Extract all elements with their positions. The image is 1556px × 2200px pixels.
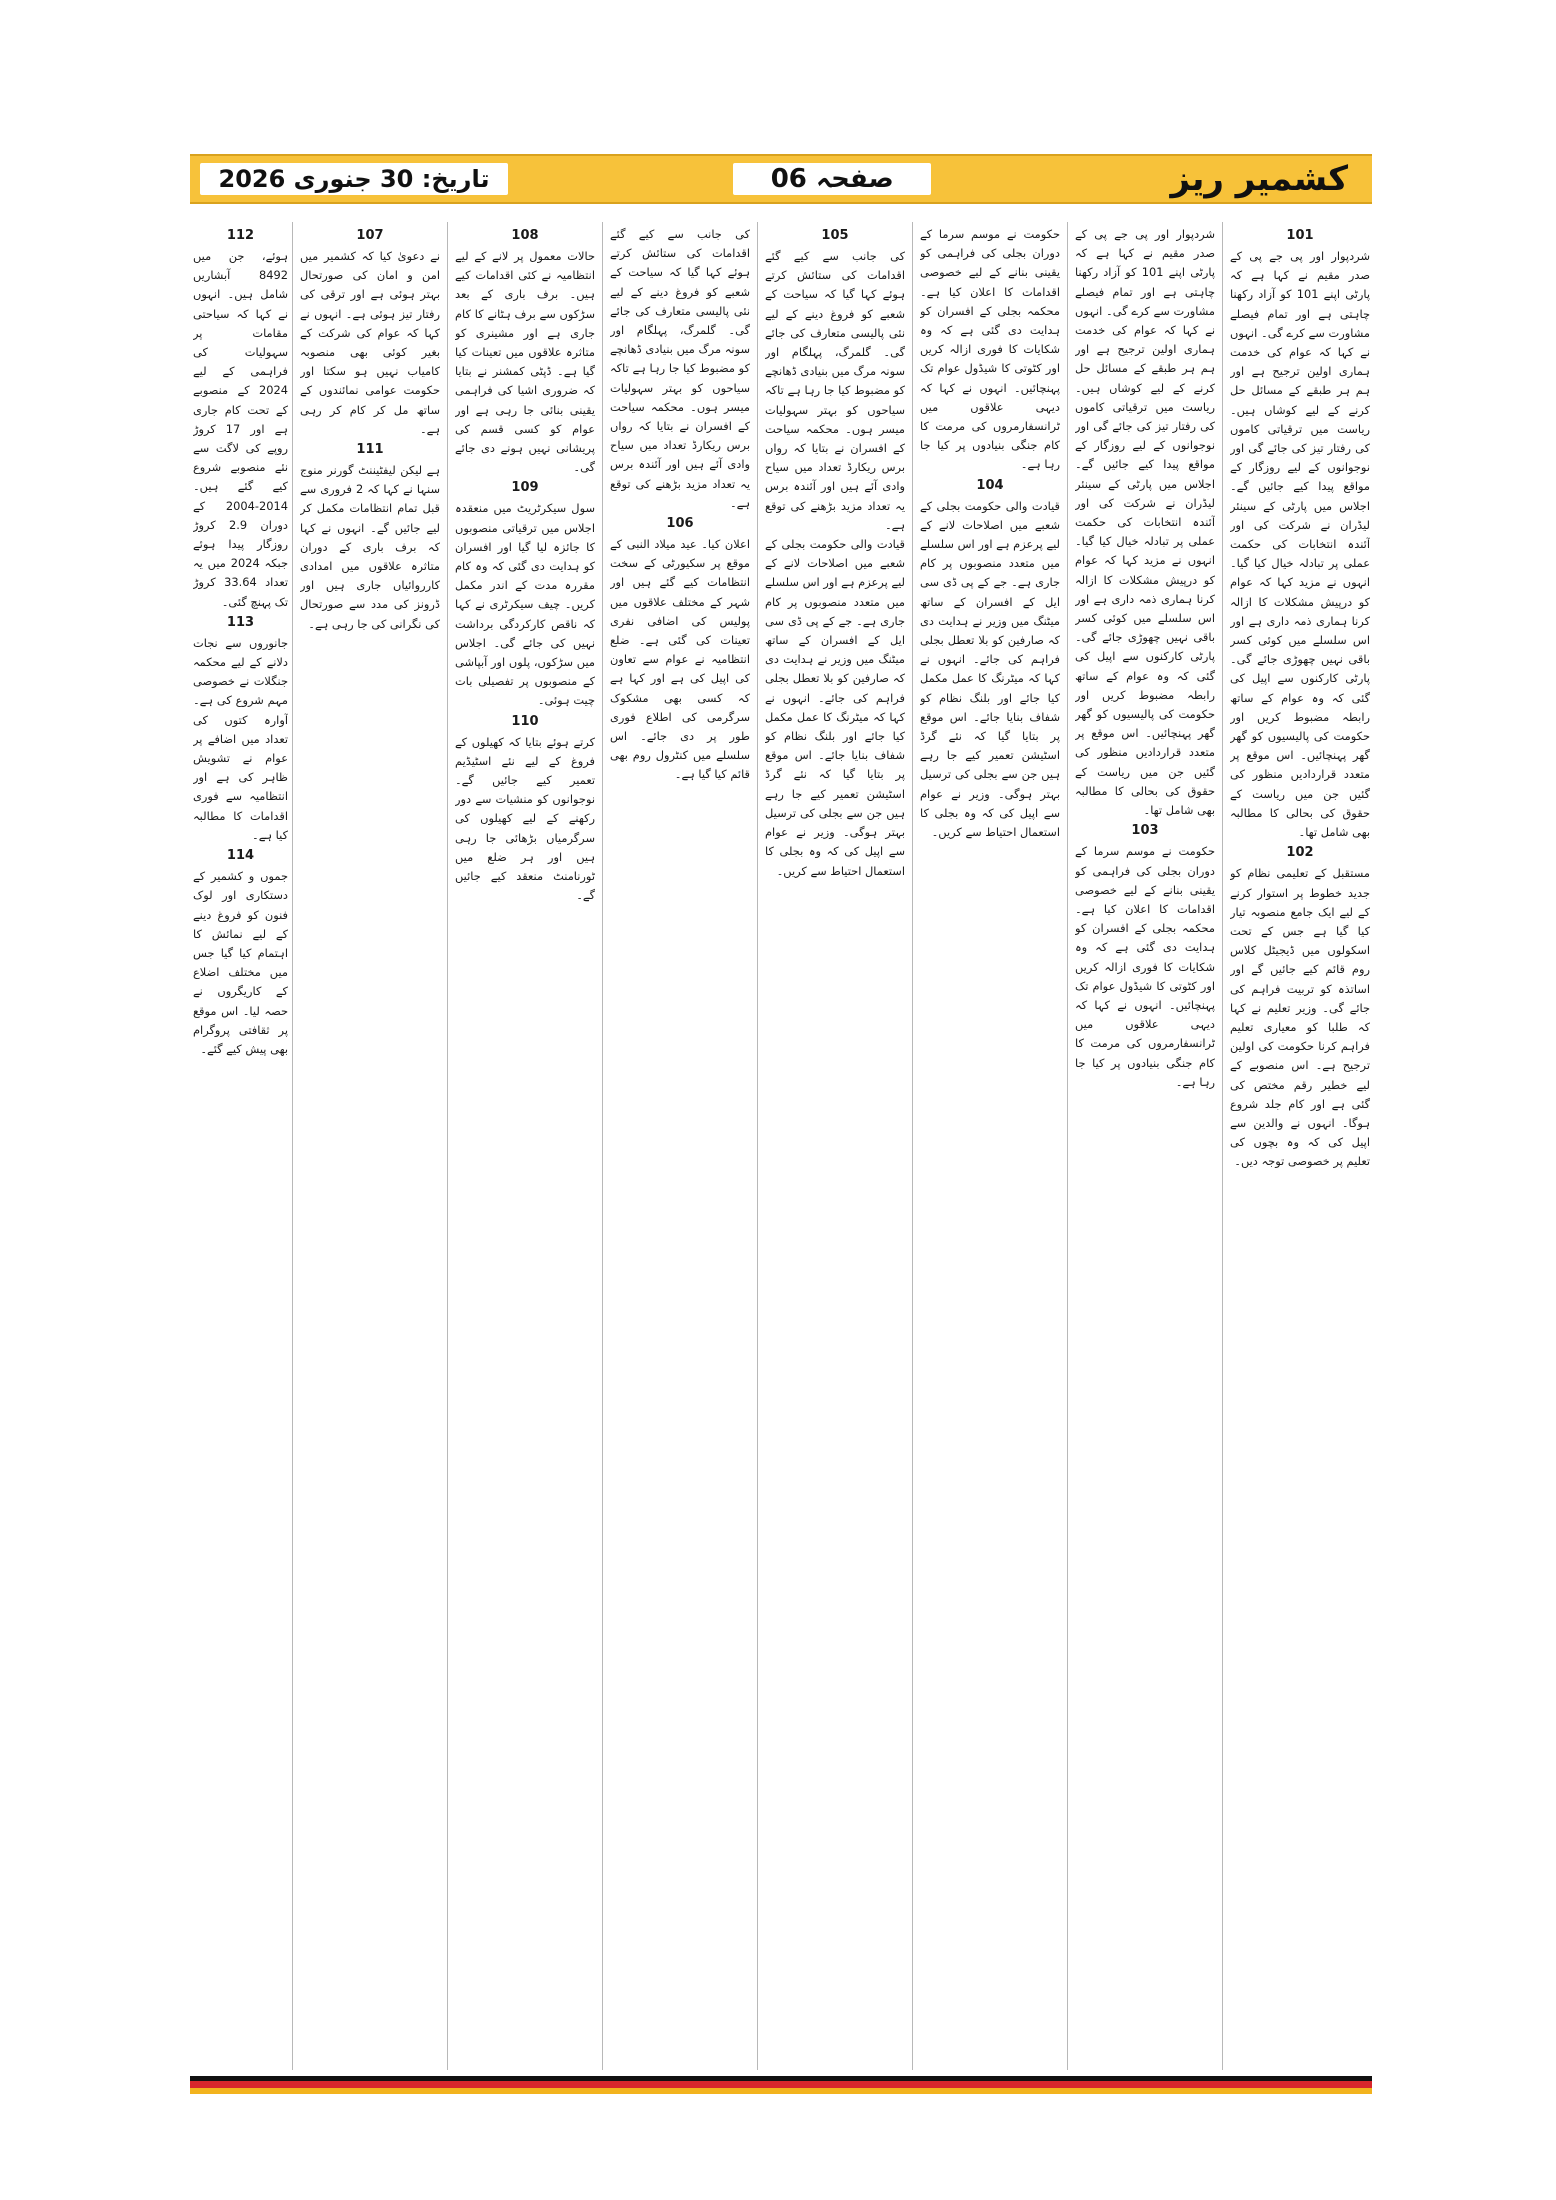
column-5 xyxy=(610,225,750,2070)
article-body: کی جانب سے کیے گئے اقدامات کی ستائش کرتے ہوئے کہا گیا کہ سیاحت کے شعبے کو فروغ دینے کے لیے نئی پالیسی متعارف کی جائے گی۔ گلمرگ، پہلگام اور سونہ مرگ میں بنیادی ڈھانچے کو مضبوط کیا جا رہا ہے تاکہ سیاحوں کو بہتر سہولیات میسر ہوں۔ محکمہ سیاحت کے افسران نے بتایا کہ رواں برس ریکارڈ تعداد میں سیاح وادی آئے ہیں اور آئندہ برس یہ تعداد مزید بڑھنے کی توقع ہے۔ xyxy=(610,227,750,510)
article-body: قیادت والی حکومت بجلی کے شعبے میں اصلاحات لانے کے لیے پرعزم ہے اور اس سلسلے میں متعدد منصوبوں پر کام جاری ہے۔ جے کے پی ڈی سی ایل کے افسران کے ساتھ میٹنگ میں وزیر نے ہدایت دی کہ صارفین کو بلا تعطل بجلی فراہم کی جائے۔ انہوں نے کہا کہ میٹرنگ کا عمل مکمل کیا جائے اور بلنگ نظام کو شفاف بنایا جائے۔ اس موقع پر بتایا گیا کہ نئے گرڈ اسٹیشن تعمیر کیے جا رہے ہیں جن سے بجلی کی ترسیل بہتر ہوگی۔ وزیر نے عوام سے اپیل کی کہ وہ بجلی کا استعمال احتیاط سے کریں۔ xyxy=(920,498,1060,840)
article-body: اعلان کیا۔ عید میلاد النبی کے موقع پر سکیورٹی کے سخت انتظامات کیے گئے ہیں اور شہر کے مختلف علاقوں میں پولیس کی اضافی نفری تعینات کی گئی ہے۔ ضلع انتظامیہ نے عوام سے تعاون کی اپیل کی ہے اور کہا ہے کہ کسی بھی مشکوک سرگرمی کی اطلاع فوری طور پر دی جائے۔ اس سلسلے میں کنٹرول روم بھی قائم کیا گیا ہے۔ xyxy=(610,537,750,782)
column-8 xyxy=(193,225,288,2070)
issue-date: تاریخ: 30 جنوری 2026 xyxy=(200,163,508,195)
article-number: 110 xyxy=(511,713,539,729)
article-body: کرتے ہوئے بتایا کہ کھیلوں کے فروغ کے لیے نئے اسٹیڈیم تعمیر کیے جائیں گے۔ نوجوانوں کو منشیات سے دور رکھنے کے لیے کھیلوں کی سرگرمیاں بڑھائی جا رہی ہیں اور ہر ضلع میں ٹورنامنٹ منعقد کیے جائیں گے۔ xyxy=(455,734,595,903)
column-3 xyxy=(920,225,1060,2070)
column-rule xyxy=(1222,222,1223,2070)
column-7 xyxy=(300,225,440,2070)
column-1 xyxy=(1230,225,1370,2070)
article-number: 101 xyxy=(1286,228,1314,243)
article-body: شردپوار اور پی جے پی کے صدر مقیم نے کہا ہے کہ پارٹی اپنے 101 کو آزاد رکھنا چاہتی ہے اور تمام فیصلے مشاورت سے کرے گی۔ انہوں نے کہا کہ عوام کی خدمت ہماری اولین ترجیح ہے اور ہم ہر طبقے کے مسائل حل کرنے کے لیے کوشاں ہیں۔ ریاست میں ترقیاتی کاموں کی رفتار تیز کی جائے گی اور نوجوانوں کے لیے روزگار کے مواقع پیدا کیے جائیں گے۔ اجلاس میں پارٹی کے سینئر لیڈران نے شرکت کی اور آئندہ انتخابات کی حکمت عملی پر تبادلہ خیال کیا گیا۔ انہوں نے مزید کہا کہ عوام کو درپیش مشکلات کا ازالہ کرنا ہماری ذمہ داری ہے اور اس سلسلے میں کوئی کسر باقی نہیں چھوڑی جائے گی۔ پارٹی کارکنوں سے اپیل کی گئی کہ وہ عوام کے ساتھ رابطہ مضبوط کریں اور حکومت کی پالیسیوں کو گھر گھر پہنچائیں۔ اس موقع پر متعدد قراردادیں منظور کی گئیں جن میں ریاست کے حقوق کی بحالی کا مطالبہ بھی شامل تھا۔ xyxy=(1230,249,1370,840)
article-body: شردپوار اور پی جے پی کے صدر مقیم نے کہا ہے کہ پارٹی اپنے 101 کو آزاد رکھنا چاہتی ہے اور تمام فیصلے مشاورت سے کرے گی۔ انہوں نے کہا کہ عوام کی خدمت ہماری اولین ترجیح ہے اور ہم ہر طبقے کے مسائل حل کرنے کے لیے کوشاں ہیں۔ ریاست میں ترقیاتی کاموں کی رفتار تیز کی جائے گی اور نوجوانوں کے لیے روزگار کے مواقع پیدا کیے جائیں گے۔ اجلاس میں پارٹی کے سینئر لیڈران نے شرکت کی اور آئندہ انتخابات کی حکمت عملی پر تبادلہ خیال کیا گیا۔ انہوں نے مزید کہا کہ عوام کو درپیش مشکلات کا ازالہ کرنا ہماری ذمہ داری ہے اور اس سلسلے میں کوئی کسر باقی نہیں چھوڑی جائے گی۔ پارٹی کارکنوں سے اپیل کی گئی کہ وہ عوام کے ساتھ رابطہ مضبوط کریں اور حکومت کی پالیسیوں کو گھر گھر پہنچائیں۔ اس موقع پر متعدد قراردادیں منظور کی گئیں جن میں ریاست کے حقوق کی بحالی کا مطالبہ بھی شامل تھا۔ xyxy=(1075,227,1215,818)
article-body: نے دعویٰ کیا کہ کشمیر میں امن و امان کی صورتحال بہتر ہوئی ہے اور ترقی کی رفتار تیز ہوئی ہے۔ انہوں نے کہا کہ عوام کی شرکت کے بغیر کوئی بھی منصوبہ کامیاب نہیں ہو سکتا اور حکومت عوامی نمائندوں کے ساتھ مل کر کام کر رہی ہے۔ xyxy=(300,249,440,436)
article-number: 104 xyxy=(976,477,1004,493)
article-body: حکومت نے موسم سرما کے دوران بجلی کی فراہمی کو یقینی بنانے کے لیے خصوصی اقدامات کا اعلان کیا ہے۔ محکمہ بجلی کے افسران کو ہدایت دی گئی ہے کہ وہ شکایات کا فوری ازالہ کریں اور کٹوتی کا شیڈول عوام تک پہنچائیں۔ انہوں نے کہا کہ دیہی علاقوں میں ٹرانسفارمروں کی مرمت کا کام جنگی بنیادوں پر کیا جا رہا ہے۔ xyxy=(1075,844,1215,1089)
article-body: سول سیکرٹریٹ میں منعقدہ اجلاس میں ترقیاتی منصوبوں کا جائزہ لیا گیا اور افسران کو ہدایت دی گئی کہ وہ کام مقررہ مدت کے اندر مکمل کریں۔ چیف سیکرٹری نے کہا کہ ناقص کارکردگی برداشت نہیں کی جائے گی۔ اجلاس میں سڑکوں، پلوں اور آبپاشی کے منصوبوں پر تفصیلی بات چیت ہوئی۔ xyxy=(455,501,595,708)
column-rule xyxy=(602,222,603,2070)
article-body: حالات معمول پر لانے کے لیے انتظامیہ نے کئی اقدامات کیے ہیں۔ برف باری کے بعد سڑکوں سے برف ہٹانے کا کام جاری ہے اور مشینری کو متاثرہ علاقوں میں تعینات کیا گیا ہے۔ ڈپٹی کمشنر نے بتایا کہ ضروری اشیا کی فراہمی یقینی بنائی جا رہی ہے اور عوام کو کسی قسم کی پریشانی نہیں ہونے دی جائے گی۔ xyxy=(455,249,595,475)
article-number: 109 xyxy=(511,480,539,496)
article-body: قیادت والی حکومت بجلی کے شعبے میں اصلاحات لانے کے لیے پرعزم ہے اور اس سلسلے میں متعدد منصوبوں پر کام جاری ہے۔ جے کے پی ڈی سی ایل کے افسران کے ساتھ میٹنگ میں وزیر نے ہدایت دی کہ صارفین کو بلا تعطل بجلی فراہم کی جائے۔ انہوں نے کہا کہ میٹرنگ کا عمل مکمل کیا جائے اور بلنگ نظام کو شفاف بنایا جائے۔ اس موقع پر بتایا گیا کہ نئے گرڈ اسٹیشن تعمیر کیے جا رہے ہیں جن سے بجلی کی ترسیل بہتر ہوگی۔ وزیر نے عوام سے اپیل کی کہ وہ بجلی کا استعمال احتیاط سے کریں۔ xyxy=(765,537,905,878)
article-number: 103 xyxy=(1131,823,1159,839)
article-body: ہوئے، جن میں 8492 آبشاریں شامل ہیں۔ انہوں نے کہا کہ سیاحتی مقامات پر سہولیات کی فراہمی کے لیے 2024 کے منصوبے کے تحت کام جاری ہے اور 17 کروڑ روپے کی لاگت سے نئے منصوبے شروع کیے گئے ہیں۔ 2014-2004 کے دوران 2.9 کروڑ روزگار پیدا ہوئے جبکہ 2024 میں یہ تعداد 33.64 کروڑ تک پہنچ گئی۔ xyxy=(193,249,288,609)
article-number: 102 xyxy=(1286,845,1314,861)
column-rule xyxy=(912,222,913,2070)
article-body: جموں و کشمیر کے دستکاری اور لوک فنون کو فروغ دینے کے لیے نمائش کا اہتمام کیا گیا جس میں مختلف اضلاع کے کاریگروں نے حصہ لیا۔ اس موقع پر ثقافتی پروگرام بھی پیش کیے گئے۔ xyxy=(193,869,288,1056)
article-number: 108 xyxy=(511,228,539,243)
masthead: کشمیر ریز xyxy=(1170,159,1348,199)
column-4 xyxy=(765,225,905,2070)
column-2 xyxy=(1075,225,1215,2070)
article-number: 114 xyxy=(226,848,255,864)
page-number: صفحہ 06 xyxy=(733,163,931,195)
footer-rule-gold xyxy=(190,2088,1372,2094)
article-number: 113 xyxy=(226,614,255,630)
footer-rule-red xyxy=(190,2081,1372,2088)
column-6 xyxy=(455,225,595,2070)
article-body: کی جانب سے کیے گئے اقدامات کی ستائش کرتے ہوئے کہا گیا کہ سیاحت کے شعبے کو فروغ دینے کے لیے نئی پالیسی متعارف کی جائے گی۔ گلمرگ، پہلگام اور سونہ مرگ میں بنیادی ڈھانچے کو مضبوط کیا جا رہا ہے تاکہ سیاحوں کو بہتر سہولیات میسر ہوں۔ محکمہ سیاحت کے افسران نے بتایا کہ رواں برس ریکارڈ تعداد میں سیاح وادی آئے ہیں اور آئندہ برس یہ تعداد مزید بڑھنے کی توقع ہے۔ xyxy=(765,249,905,532)
article-number: 106 xyxy=(666,516,694,532)
article-body: مستقبل کے تعلیمی نظام کو جدید خطوط پر استوار کرنے کے لیے ایک جامع منصوبہ تیار کیا گیا ہے جس کے تحت اسکولوں میں ڈیجیٹل کلاس روم قائم کیے جائیں گے اور اساتذہ کو تربیت فراہم کی جائے گی۔ وزیر تعلیم نے کہا کہ طلبا کو معیاری تعلیم فراہم کرنا حکومت کی اولین ترجیح ہے۔ اس منصوبے کے لیے خطیر رقم مختص کی گئی ہے اور کام جلد شروع ہوگا۔ انہوں نے والدین سے اپیل کی کہ وہ بچوں کی تعلیم پر خصوصی توجہ دیں۔ xyxy=(1230,866,1370,1169)
article-body: جانوروں سے نجات دلانے کے لیے محکمہ جنگلات نے خصوصی مہم شروع کی ہے۔ آوارہ کتوں کی تعداد میں اضافے پر عوام نے تشویش ظاہر کی ہے اور انتظامیہ سے فوری اقدامات کا مطالبہ کیا ہے۔ xyxy=(193,635,288,842)
article-number: 112 xyxy=(226,228,255,243)
article-body: حکومت نے موسم سرما کے دوران بجلی کی فراہمی کو یقینی بنانے کے لیے خصوصی اقدامات کا اعلان کیا ہے۔ محکمہ بجلی کے افسران کو ہدایت دی گئی ہے کہ وہ شکایات کا فوری ازالہ کریں اور کٹوتی کا شیڈول عوام تک پہنچائیں۔ انہوں نے کہا کہ دیہی علاقوں میں ٹرانسفارمروں کی مرمت کا کام جنگی بنیادوں پر کیا جا رہا ہے۔ xyxy=(920,227,1060,472)
column-rule xyxy=(292,222,293,2070)
article-number: 107 xyxy=(356,228,384,243)
column-rule xyxy=(757,222,758,2070)
article-number: 105 xyxy=(821,228,849,243)
article-number: 111 xyxy=(356,442,384,458)
page-header xyxy=(190,154,1372,204)
column-rule xyxy=(447,222,448,2070)
article-body: ہے لیکن لیفٹیننٹ گورنر منوج سنہا نے کہا کہ 2 فروری سے قبل تمام انتظامات مکمل کر لیے جائیں گے۔ انہوں نے کہا کہ برف باری کے دوران متاثرہ علاقوں میں امدادی کارروائیاں جاری ہیں اور ڈرونز کی مدد سے صورتحال کی نگرانی کی جا رہی ہے۔ xyxy=(300,463,440,631)
column-rule xyxy=(1067,222,1068,2070)
